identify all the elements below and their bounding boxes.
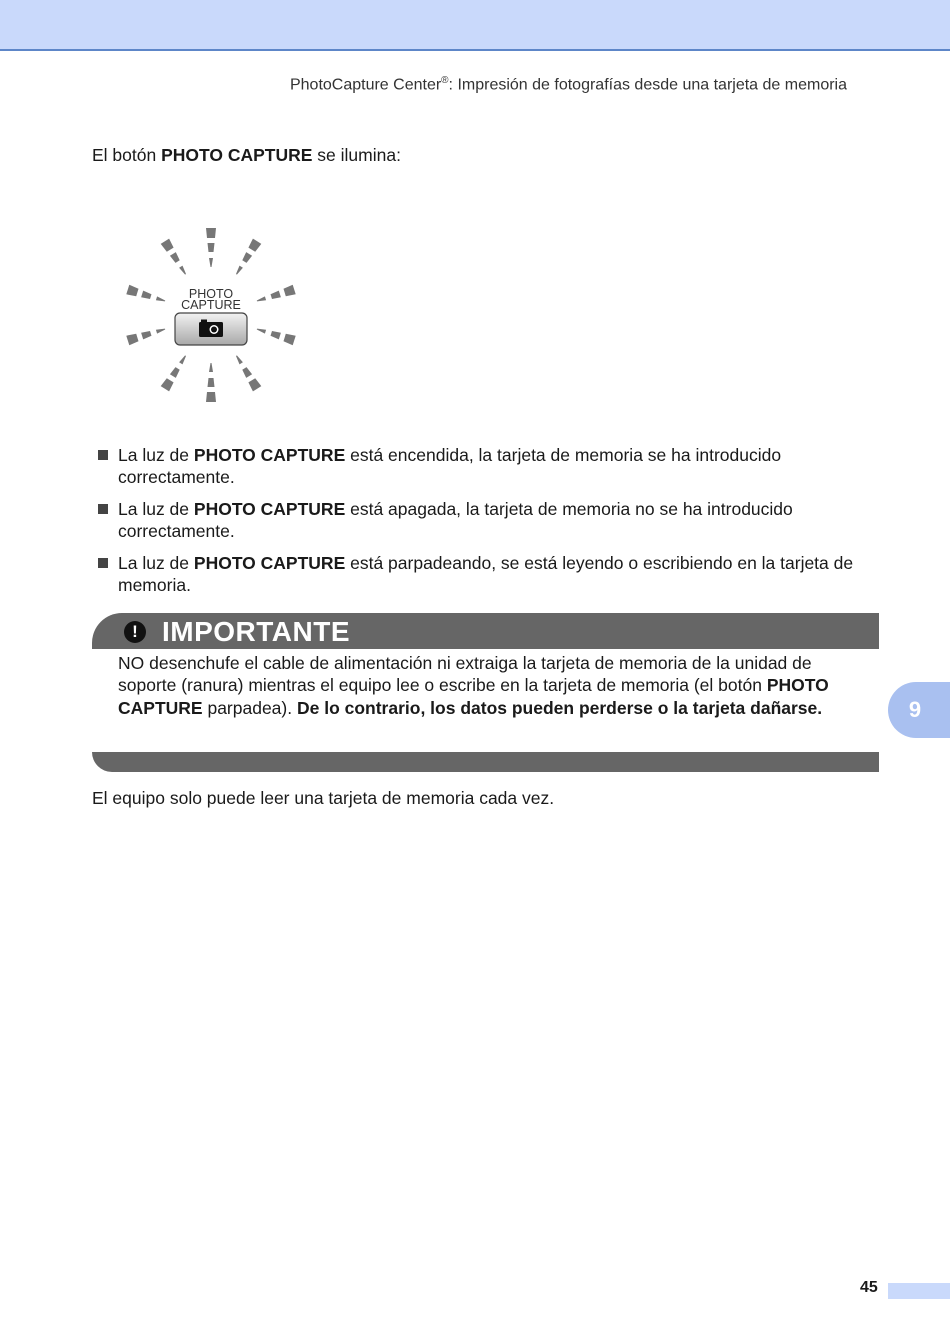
closing-paragraph: El equipo solo puede leer una tarjeta de memoria cada vez. xyxy=(92,788,555,808)
intro-paragraph xyxy=(92,145,401,166)
bullet-text: está parpadeando, se está leyendo o escribiendo en la tarjeta de memoria. xyxy=(118,553,854,595)
intro-pre: El botón xyxy=(92,145,162,165)
camera-icon xyxy=(199,320,223,338)
light-ray-segment xyxy=(170,367,180,378)
button-label-line2: CAPTURE xyxy=(181,298,241,312)
bullet-text: La luz de xyxy=(118,499,194,519)
light-ray-segment xyxy=(179,355,186,364)
bullet-square-icon xyxy=(98,558,108,568)
list-item xyxy=(98,552,888,596)
exclamation-icon: ! xyxy=(124,621,146,643)
light-ray-segment xyxy=(209,363,213,372)
photo-capture-light-illustration xyxy=(104,214,318,424)
bullet-bold: PHOTO CAPTURE xyxy=(193,553,346,573)
list-item xyxy=(98,444,888,488)
light-ray-segment xyxy=(206,228,216,238)
light-ray-segment xyxy=(156,329,165,334)
running-head-main: PhotoCapture Center xyxy=(289,76,442,94)
bullet-text: La luz de xyxy=(118,553,194,573)
light-ray-segment xyxy=(170,252,180,263)
running-head-rest: : Impresión de fotografías desde una tarjeta de memoria xyxy=(448,76,847,94)
bullet-square-icon xyxy=(98,450,108,460)
light-ray-segment xyxy=(208,378,215,387)
light-ray-segment xyxy=(248,239,261,252)
light-ray-segment xyxy=(126,285,138,297)
light-ray-segment xyxy=(236,355,243,364)
light-ray-segment xyxy=(141,331,151,339)
light-ray-segment xyxy=(206,392,216,402)
important-text-mid: parpadea). xyxy=(202,697,297,718)
bullet-text: está encendida, la tarjeta de memoria se ha introducido correctamente. xyxy=(118,445,782,487)
light-ray-segment xyxy=(236,266,243,275)
light-ray-segment xyxy=(271,331,281,339)
bullet-bold: PHOTO CAPTURE xyxy=(193,445,346,465)
button-label-line1: PHOTO xyxy=(188,287,234,301)
light-ray-segment xyxy=(209,258,213,267)
page-number-bar xyxy=(888,1283,950,1299)
important-text-pre: NO desenchufe el cable de alimentación ni extraiga la tarjeta de memoria de la unidad de soporte (ranura) mientras el equipo lee o escribe en la tarjeta de memoria (el botón xyxy=(118,653,812,696)
light-ray-segment xyxy=(242,367,252,378)
page-number: 45 xyxy=(860,1279,878,1296)
light-ray-segment xyxy=(141,291,151,299)
light-ray-segment xyxy=(179,266,186,275)
light-ray-segment xyxy=(156,296,165,301)
light-ray-segment xyxy=(126,334,138,346)
light-ray-segment xyxy=(161,239,174,252)
light-ray-segment xyxy=(242,252,252,263)
light-ray-segment xyxy=(161,378,174,391)
running-head xyxy=(290,75,847,94)
bullet-square-icon xyxy=(98,504,108,514)
light-ray-segment xyxy=(271,291,281,299)
status-bullet-list xyxy=(98,444,888,606)
light-ray-segment xyxy=(208,243,215,252)
light-ray-segment xyxy=(284,285,296,297)
light-ray-segment xyxy=(257,296,266,301)
important-title: IMPORTANTE xyxy=(162,616,351,647)
intro-post: se ilumina: xyxy=(312,145,401,165)
important-text-bold2: De lo contrario, los datos pueden perderse o la tarjeta dañarse. xyxy=(296,697,823,718)
bullet-text: está apagada, la tarjeta de memoria no se ha introducido correctamente. xyxy=(118,499,793,541)
registered-mark: ® xyxy=(441,75,449,86)
intro-bold: PHOTO CAPTURE xyxy=(161,145,313,165)
important-text-bold1: PHOTO CAPTURE xyxy=(118,675,829,718)
important-text xyxy=(118,652,863,719)
top-header-band xyxy=(0,0,950,51)
list-item xyxy=(98,498,888,542)
light-ray-segment xyxy=(248,378,261,391)
important-footer-bar xyxy=(92,752,879,772)
light-ray-segment xyxy=(284,334,296,346)
light-ray-segment xyxy=(257,329,266,334)
bullet-text: La luz de xyxy=(118,445,194,465)
chapter-tab: 9 xyxy=(888,682,950,738)
bullet-bold: PHOTO CAPTURE xyxy=(193,499,346,519)
